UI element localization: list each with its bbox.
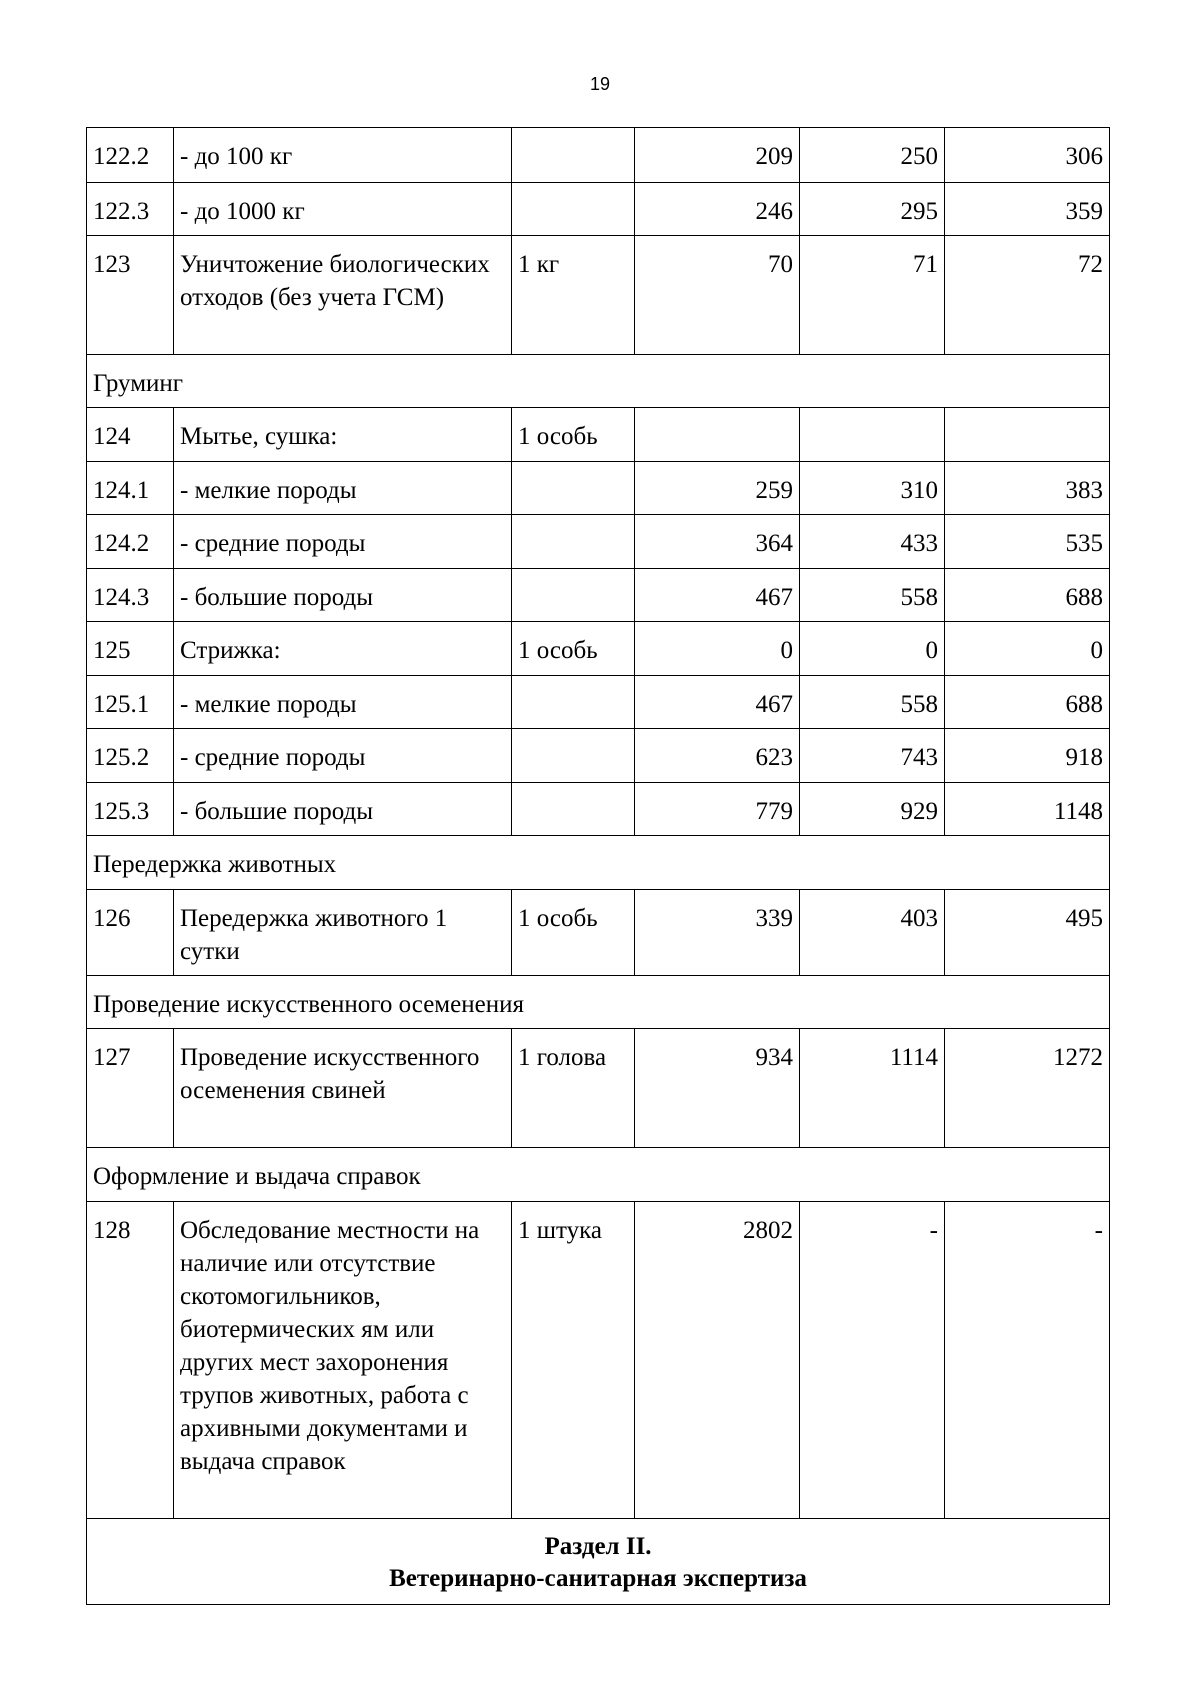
group-title: Проведение искусственного осеменения xyxy=(87,976,1110,1029)
row-price-1: 467 xyxy=(635,676,800,729)
row-service-name: Проведение искусственного осеменения свиней xyxy=(174,1029,512,1148)
row-unit xyxy=(512,569,635,622)
table-row xyxy=(87,462,1110,515)
table-row xyxy=(87,622,1110,676)
row-price-3: 383 xyxy=(945,462,1110,515)
row-unit xyxy=(512,729,635,783)
row-price-3: 1148 xyxy=(945,783,1110,836)
row-price-2: 929 xyxy=(800,783,945,836)
row-price-2: 0 xyxy=(800,622,945,676)
row-price-2: 310 xyxy=(800,462,945,515)
row-code: 124.3 xyxy=(87,569,174,622)
row-price-2: 558 xyxy=(800,569,945,622)
page-number: 19 xyxy=(589,74,611,94)
section-subtitle: Ветеринарно-санитарная экспертиза xyxy=(389,1565,807,1592)
row-price-3: 306 xyxy=(945,128,1110,183)
group-header-row xyxy=(87,976,1110,1029)
table-row xyxy=(87,676,1110,729)
row-unit: 1 особь xyxy=(512,408,635,462)
row-price-3: 72 xyxy=(945,236,1110,355)
group-header-row xyxy=(87,836,1110,890)
row-code: 122.3 xyxy=(87,183,174,236)
row-service-name: - большие породы xyxy=(174,783,512,836)
row-unit xyxy=(512,515,635,569)
row-code: 125.2 xyxy=(87,729,174,783)
row-code: 125.3 xyxy=(87,783,174,836)
section-header-cell xyxy=(87,1519,1110,1605)
row-price-1: 779 xyxy=(635,783,800,836)
row-price-3: - xyxy=(945,1202,1110,1519)
row-unit: 1 кг xyxy=(512,236,635,355)
row-price-3: 0 xyxy=(945,622,1110,676)
group-header-row xyxy=(87,1148,1110,1202)
row-price-1: 209 xyxy=(635,128,800,183)
row-price-3 xyxy=(945,408,1110,462)
row-unit: 1 особь xyxy=(512,890,635,976)
table-row xyxy=(87,890,1110,976)
row-service-name: Мытье, сушка: xyxy=(174,408,512,462)
row-code: 125 xyxy=(87,622,174,676)
row-price-2: 295 xyxy=(800,183,945,236)
row-code: 126 xyxy=(87,890,174,976)
row-code: 128 xyxy=(87,1202,174,1519)
row-service-name: - до 1000 кг xyxy=(174,183,512,236)
row-price-3: 688 xyxy=(945,569,1110,622)
row-service-name: Уничтожение биологических отходов (без учета ГСМ) xyxy=(174,236,512,355)
row-price-3: 359 xyxy=(945,183,1110,236)
group-title: Груминг xyxy=(87,355,1110,408)
row-price-1: 467 xyxy=(635,569,800,622)
table-row xyxy=(87,1029,1110,1148)
row-unit: 1 особь xyxy=(512,622,635,676)
row-code: 123 xyxy=(87,236,174,355)
row-price-1: 623 xyxy=(635,729,800,783)
table-row xyxy=(87,1202,1110,1519)
table-row xyxy=(87,128,1110,183)
row-price-1: 339 xyxy=(635,890,800,976)
row-code: 124.2 xyxy=(87,515,174,569)
row-unit: 1 голова xyxy=(512,1029,635,1148)
row-unit: 1 штука xyxy=(512,1202,635,1519)
row-service-name: - мелкие породы xyxy=(174,676,512,729)
row-service-name: - мелкие породы xyxy=(174,462,512,515)
row-price-1 xyxy=(635,408,800,462)
row-price-1: 0 xyxy=(635,622,800,676)
row-price-3: 495 xyxy=(945,890,1110,976)
section-header-row xyxy=(87,1519,1110,1605)
table-row xyxy=(87,515,1110,569)
row-price-1: 2802 xyxy=(635,1202,800,1519)
tariff-table xyxy=(86,127,1110,1605)
row-service-name: - большие породы xyxy=(174,569,512,622)
row-price-1: 364 xyxy=(635,515,800,569)
row-unit xyxy=(512,676,635,729)
row-price-1: 246 xyxy=(635,183,800,236)
row-price-2: 403 xyxy=(800,890,945,976)
row-price-1: 934 xyxy=(635,1029,800,1148)
section-title: Раздел II. xyxy=(544,1533,652,1560)
row-code: 127 xyxy=(87,1029,174,1148)
row-service-name: Стрижка: xyxy=(174,622,512,676)
row-price-2: 433 xyxy=(800,515,945,569)
row-price-2: 1114 xyxy=(800,1029,945,1148)
table-row xyxy=(87,729,1110,783)
row-code: 125.1 xyxy=(87,676,174,729)
group-header-row xyxy=(87,355,1110,408)
table-row xyxy=(87,408,1110,462)
row-service-name: Обследование местности на наличие или отсутствие скотомогильников, биотермических ям или других мест захоронения трупов животных, работа с архивными документами и выдача справок xyxy=(174,1202,512,1519)
row-service-name: - до 100 кг xyxy=(174,128,512,183)
group-title: Передержка животных xyxy=(87,836,1110,890)
row-unit xyxy=(512,462,635,515)
row-price-1: 70 xyxy=(635,236,800,355)
row-price-3: 535 xyxy=(945,515,1110,569)
group-title: Оформление и выдача справок xyxy=(87,1148,1110,1202)
row-price-2: - xyxy=(800,1202,945,1519)
row-price-2: 250 xyxy=(800,128,945,183)
row-price-3: 918 xyxy=(945,729,1110,783)
table-row xyxy=(87,569,1110,622)
row-price-2: 71 xyxy=(800,236,945,355)
row-service-name: Передержка животного 1 сутки xyxy=(174,890,512,976)
table-row xyxy=(87,183,1110,236)
row-price-2 xyxy=(800,408,945,462)
row-price-1: 259 xyxy=(635,462,800,515)
row-code: 124 xyxy=(87,408,174,462)
row-code: 122.2 xyxy=(87,128,174,183)
row-code: 124.1 xyxy=(87,462,174,515)
row-unit xyxy=(512,783,635,836)
table-row xyxy=(87,236,1110,355)
row-price-2: 558 xyxy=(800,676,945,729)
row-price-2: 743 xyxy=(800,729,945,783)
row-unit xyxy=(512,183,635,236)
row-unit xyxy=(512,128,635,183)
row-service-name: - средние породы xyxy=(174,729,512,783)
row-price-3: 1272 xyxy=(945,1029,1110,1148)
table-row xyxy=(87,783,1110,836)
row-service-name: - средние породы xyxy=(174,515,512,569)
row-price-3: 688 xyxy=(945,676,1110,729)
